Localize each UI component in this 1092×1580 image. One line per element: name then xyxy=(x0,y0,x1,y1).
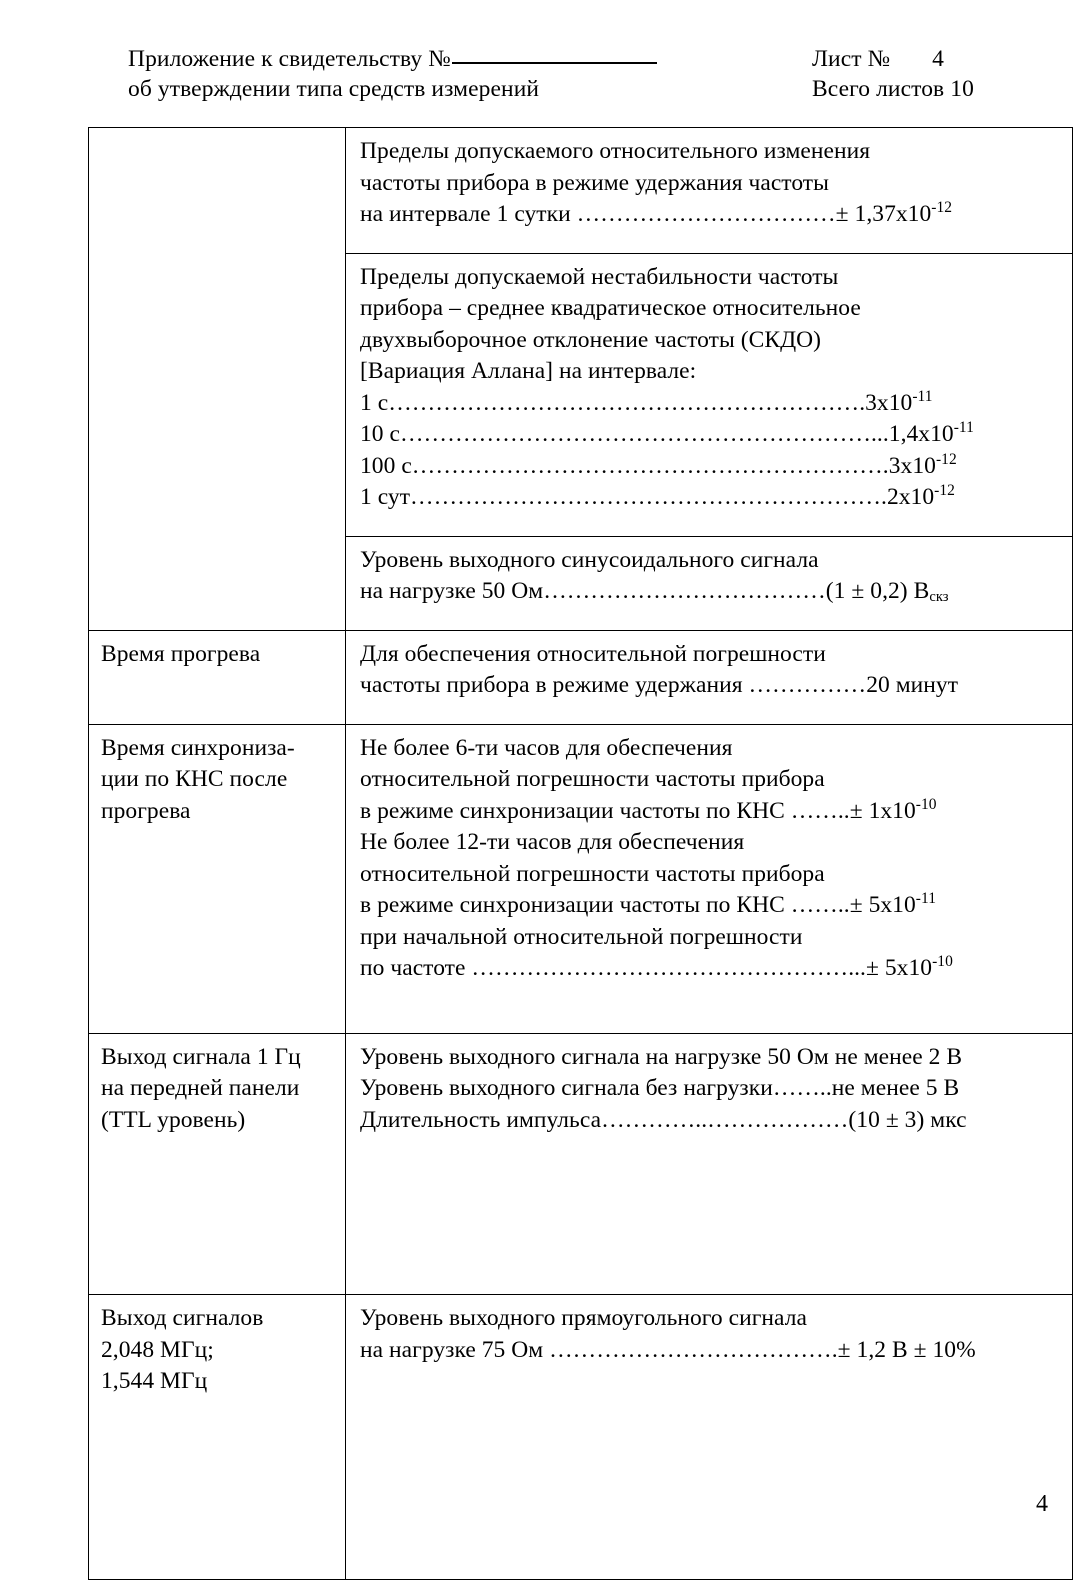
row-value-cell-mhz-outputs xyxy=(346,1295,1073,1580)
onehz-name-line-2: на передней панели xyxy=(101,1075,300,1101)
mhz-name-content xyxy=(89,1295,345,1406)
allan-value-1day xyxy=(360,482,1062,514)
specifications-table xyxy=(88,127,1073,1580)
onehz-name-line-1: Выход сигнала 1 Гц xyxy=(101,1043,301,1070)
row-value-cell-warmup xyxy=(346,630,1073,724)
allan-bottom-spacer xyxy=(360,514,1062,528)
sub-row-holdover-drift xyxy=(346,128,1072,253)
holdover-line-3-text: на интервале 1 сутки ……………………………± 1,37х10 xyxy=(360,201,932,227)
page-header xyxy=(0,44,1092,104)
warmup-name-content xyxy=(89,631,345,679)
header-appendix-line xyxy=(128,44,768,74)
sine-line-2 xyxy=(360,576,1062,608)
sheet-number-value: 4 xyxy=(932,46,944,72)
table-row xyxy=(89,1033,1073,1295)
mhz-value-line-1: Уровень выходного прямоугольного сигнала xyxy=(360,1305,807,1331)
sheet-number-line xyxy=(812,44,1052,74)
sine-bottom-spacer xyxy=(360,608,1062,622)
warmup-value-line-2: частоты прибора в режиме удержания ……………20 минут xyxy=(360,672,959,698)
gnss-sync-line-8-text: по частоте …………………………………………...± 5х10 xyxy=(360,955,933,981)
allan-value-10s-exponent: -11 xyxy=(953,419,974,437)
gnss-sync-line-3 xyxy=(360,796,1062,828)
allan-value-10s xyxy=(360,419,1062,451)
sine-line-2-text: на нагрузке 50 Ом………………………………(1 ± 0,2) В xyxy=(360,578,930,604)
table-row xyxy=(89,724,1073,1033)
gnss-sync-line-3-text: в режиме синхронизации частоты по КНС ……..± 1х10 xyxy=(360,797,916,824)
gnss-sync-line-6 xyxy=(360,890,1062,922)
gnss-sync-line-8-exponent: -10 xyxy=(932,953,953,971)
gnss-sync-line-5-text: относительной погрешности частоты прибора xyxy=(360,860,825,887)
warmup-name-line-1: Время прогрева xyxy=(101,640,261,667)
holdover-line-1: Пределы допускаемого относительного изменения xyxy=(360,138,871,164)
sine-line-1: Уровень выходного синусоидального сигнала xyxy=(360,546,819,573)
allan-value-100s-text: 100 с…………………………………………………….3х10 xyxy=(360,452,936,479)
allan-value-100s-exponent: -12 xyxy=(935,450,957,468)
gnss-sync-line-6-text: в режиме синхронизации частоты по КНС ……..± 5х10 xyxy=(360,892,916,918)
gnss-sync-name-line-3: прогрева xyxy=(101,797,191,824)
gnss-sync-name-line-2: ции по КНС после xyxy=(101,766,288,792)
gnss-sync-name-line-1: Время синхрониза- xyxy=(101,734,295,761)
sheet-label: Лист № xyxy=(812,46,891,72)
total-sheets-line: Всего листов 10 xyxy=(812,76,974,102)
mhz-bottom-spacer xyxy=(360,1366,1062,1571)
gnss-sync-line-4 xyxy=(360,827,1062,859)
gnss-sync-line-7-text: при начальной относительной погрешности xyxy=(360,923,803,950)
gnss-sync-line-7 xyxy=(360,922,1062,954)
allan-value-100s xyxy=(360,451,1062,483)
onehz-value-content xyxy=(346,1034,1072,1295)
row-value-cell-gnss-sync xyxy=(346,724,1073,1033)
gnss-sync-value-content xyxy=(346,725,1072,1033)
holdover-line-2: частоты прибора в режиме удержания частоты xyxy=(360,169,829,196)
gnss-sync-line-3-exponent: -10 xyxy=(915,795,937,813)
header-left-block xyxy=(128,44,768,104)
allan-line-3: двухвыборочное отклонение частоты (СКДО) xyxy=(360,326,822,353)
onehz-value-line-2: Уровень выходного сигнала без нагрузки……..не менее 5 В xyxy=(360,1075,960,1101)
table-row xyxy=(89,630,1073,724)
sub-row-sine-output-level xyxy=(346,536,1072,630)
header-blank-rule xyxy=(452,62,657,64)
onehz-value-line-1: Уровень выходного сигнала на нагрузке 50 Ом не менее 2 В xyxy=(360,1043,963,1070)
row-name-cell-gnss-sync xyxy=(89,724,346,1033)
gnss-sync-line-6-exponent: -11 xyxy=(915,890,937,908)
warmup-value-line-1: Для обеспечения относительной погрешности xyxy=(360,640,826,667)
allan-value-1day-text: 1 сут…………………………………………………….2х10 xyxy=(360,484,935,510)
holdover-exponent: -12 xyxy=(931,199,953,217)
onehz-bottom-spacer xyxy=(360,1136,1062,1286)
header-appendix-text: Приложение к свидетельству № xyxy=(128,46,451,72)
onehz-value-line-3: Длительность импульса…………..………………(10 ± 3) мкс xyxy=(360,1106,967,1133)
onehz-name-content xyxy=(89,1034,345,1145)
row-name-cell-1hz-output xyxy=(89,1033,346,1295)
allan-line-4: [Вариация Аллана] на интервале: xyxy=(360,358,697,384)
mhz-name-line-1: Выход сигналов xyxy=(101,1305,264,1331)
mhz-name-line-2: 2,048 МГц; xyxy=(101,1336,214,1363)
row-name-empty-content xyxy=(89,128,345,144)
warmup-value-content xyxy=(346,631,1072,724)
gnss-sync-bottom-spacer xyxy=(360,985,1062,1025)
footer-page-number: 4 xyxy=(1036,1491,1048,1517)
sub-cell-allan-deviation xyxy=(346,253,1072,536)
table-row xyxy=(89,1295,1073,1580)
allan-value-1s-text: 1 с…………………………………………………….3х10 xyxy=(360,389,913,416)
mhz-value-line-2: на нагрузке 75 Ом ……………………………….± 1,2 В ± 10% xyxy=(360,1336,976,1363)
allan-line-1: Пределы допускаемой нестабильности частоты xyxy=(360,263,839,290)
header-right-block xyxy=(812,44,1052,104)
row-name-cell-mhz-outputs xyxy=(89,1295,346,1580)
row-name-cell-warmup xyxy=(89,630,346,724)
warmup-bottom-spacer xyxy=(360,702,1062,716)
header-approval-line: об утверждении типа средств измерений xyxy=(128,76,540,102)
table-row xyxy=(89,128,1073,631)
allan-value-1day-exponent: -12 xyxy=(934,482,955,500)
gnss-sync-line-2-text: относительной погрешности частоты прибора xyxy=(360,766,825,792)
sub-cell-sine-output-level xyxy=(346,536,1072,630)
sub-cell-holdover-drift xyxy=(346,128,1072,253)
allan-line-2: прибора – среднее квадратическое относительное xyxy=(360,295,861,321)
row-value-cell-1hz-output xyxy=(346,1033,1073,1295)
gnss-sync-name-content xyxy=(89,725,345,836)
gnss-sync-line-5 xyxy=(360,859,1062,891)
gnss-sync-line-4-text: Не более 12-ти часов для обеспечения xyxy=(360,829,745,855)
gnss-sync-line-1-text: Не более 6-ти часов для обеспечения xyxy=(360,734,733,761)
row-name-cell-empty xyxy=(89,128,346,631)
sub-cell-table xyxy=(346,128,1072,630)
onehz-name-line-3: (TTL уровень) xyxy=(101,1106,246,1133)
gnss-sync-line-2 xyxy=(360,764,1062,796)
allan-value-1s-exponent: -11 xyxy=(912,387,933,405)
sub-row-allan-deviation xyxy=(346,253,1072,536)
holdover-bottom-spacer xyxy=(360,231,1062,245)
gnss-sync-line-8 xyxy=(360,953,1062,985)
holdover-line-3 xyxy=(360,199,1062,231)
gnss-sync-line-1 xyxy=(360,733,1062,765)
mhz-name-line-3: 1,544 МГц xyxy=(101,1368,208,1394)
mhz-value-content xyxy=(346,1295,1072,1579)
sine-unit-subscript: скз xyxy=(929,589,949,606)
row-value-cell-group xyxy=(346,128,1073,631)
allan-value-10s-text: 10 с……………………………………………………...1,4х10 xyxy=(360,421,954,447)
allan-value-1s xyxy=(360,388,1062,420)
